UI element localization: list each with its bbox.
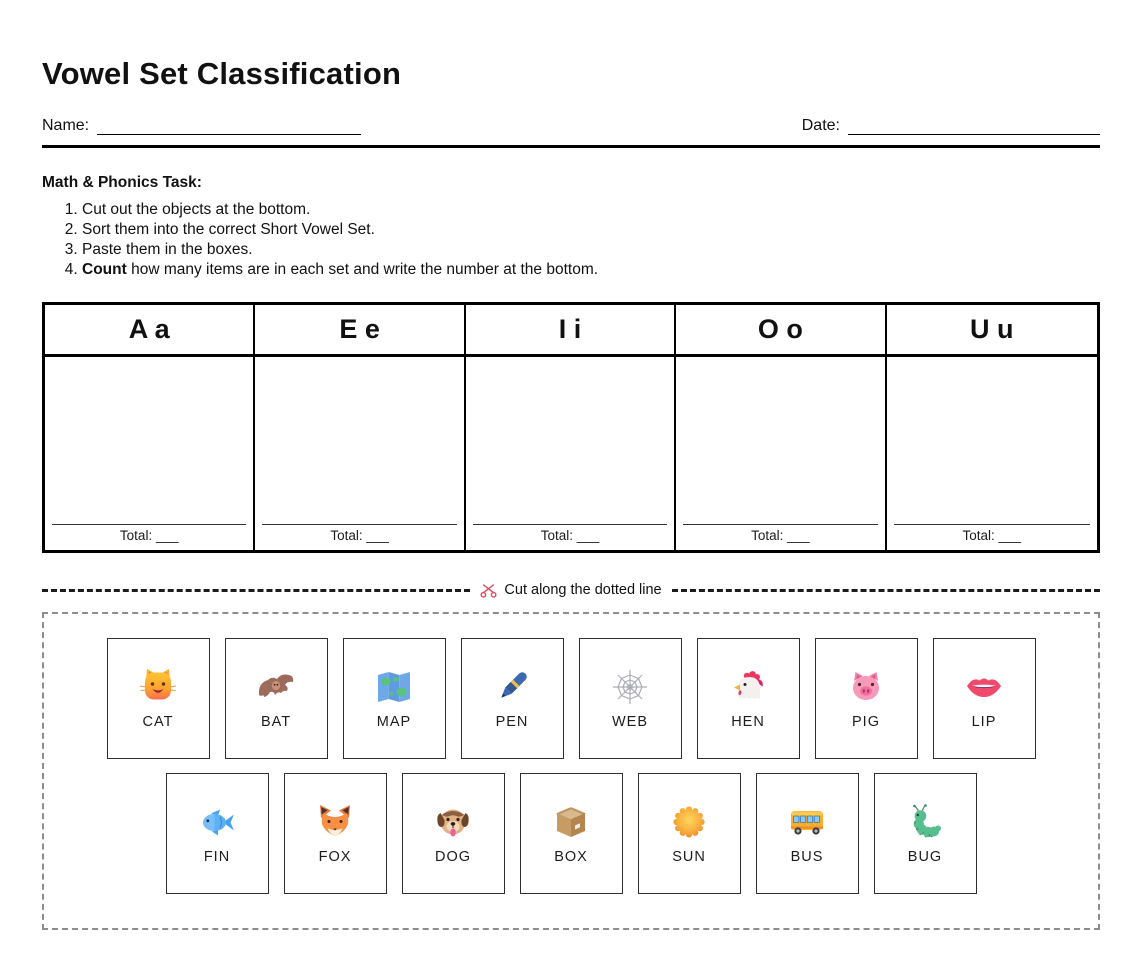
cutout-card-label: BUG (907, 848, 943, 865)
task-step-4: 4. Count how many items are in each set and write the number at the bottom. (82, 261, 1100, 279)
cutout-card-web (579, 638, 682, 759)
vowel-header-a: A a (45, 305, 255, 357)
cutout-card-sun (638, 773, 741, 894)
cutout-card-label: MAP (376, 713, 412, 730)
date-label: Date: (801, 117, 840, 134)
cutout-card-label: FIN (203, 848, 231, 865)
cutout-card-label: HEN (731, 713, 765, 730)
cutout-card-label: PEN (495, 713, 529, 730)
task-step-1: 1. Cut out the objects at the bottom. (82, 201, 1100, 219)
cutout-card-label: DOG (434, 848, 472, 865)
vowel-table (42, 302, 1100, 553)
box-icon (551, 802, 591, 842)
cutout-box (42, 612, 1100, 930)
cutout-card-cat (107, 638, 210, 759)
pig-icon (846, 667, 886, 707)
cutout-card-bus (756, 773, 859, 894)
hen-icon (728, 667, 768, 707)
lip-icon (964, 667, 1004, 707)
pen-icon (492, 667, 532, 707)
web-icon (610, 667, 650, 707)
vowel-header-o: O o (676, 305, 886, 357)
cutout-card-lip (933, 638, 1036, 759)
map-icon (374, 667, 414, 707)
cutout-card-map (343, 638, 446, 759)
page-title: Vowel Set Classification (42, 56, 402, 91)
cutout-card-bat (225, 638, 328, 759)
sun-icon (669, 802, 709, 842)
cutout-card-dog (402, 773, 505, 894)
name-label: Name: (42, 117, 90, 134)
vowel-header-u: U u (887, 305, 1097, 357)
vowel-header-e: E e (255, 305, 465, 357)
cut-dash-left (42, 589, 470, 592)
paste-box-a (45, 357, 255, 550)
dog-icon (433, 802, 473, 842)
bat-icon (256, 667, 296, 707)
paste-box-e (255, 357, 465, 550)
bus-icon (787, 802, 827, 842)
paste-box-o (676, 357, 886, 550)
cutout-card-pig (815, 638, 918, 759)
cutout-card-bug (874, 773, 977, 894)
paste-box-i (466, 357, 676, 550)
total-label: Total: ___ (962, 527, 1022, 543)
date-input-line[interactable] (848, 117, 1100, 135)
cut-line-center (470, 582, 671, 599)
bug-icon (905, 802, 945, 842)
name-field (42, 117, 361, 135)
cutout-row-2 (44, 773, 1098, 894)
fin-icon (197, 802, 237, 842)
cutout-row-1 (44, 638, 1098, 759)
cutout-card-fin (166, 773, 269, 894)
cutout-card-label: CAT (142, 713, 174, 730)
total-label: Total: ___ (540, 527, 600, 543)
cutout-card-label: FOX (318, 848, 352, 865)
vowel-header-i: I i (466, 305, 676, 357)
cut-line-label: Cut along the dotted line (504, 582, 662, 598)
task-steps (42, 201, 1100, 280)
cutout-card-label: BAT (260, 713, 292, 730)
total-label: Total: ___ (751, 527, 810, 543)
task-heading: Math & Phonics Task: (42, 174, 202, 191)
cutout-card-label: PIG (852, 713, 880, 730)
scissors-icon (480, 582, 497, 599)
cutout-card-box (520, 773, 623, 894)
cutout-card-label: SUN (672, 848, 706, 865)
task-step-2: 2. Sort them into the correct Short Vowel Set. (82, 221, 1100, 239)
cutout-card-label: BOX (554, 848, 588, 865)
cutout-card-fox (284, 773, 387, 894)
cut-dash-right (672, 589, 1100, 592)
name-date-row (42, 117, 1100, 135)
cutout-card-label: LIP (971, 713, 997, 730)
total-label: Total: ___ (119, 527, 179, 543)
paste-box-u (887, 357, 1097, 550)
cutout-card-label: BUS (790, 848, 824, 865)
total-label: Total: ___ (330, 527, 389, 543)
task-step-3: 3. Paste them in the boxes. (82, 241, 1100, 259)
header-divider (42, 145, 1100, 148)
cut-line (42, 582, 1100, 599)
cutout-card-pen (461, 638, 564, 759)
fox-icon (315, 802, 355, 842)
cat-icon (138, 667, 178, 707)
cutout-card-hen (697, 638, 800, 759)
name-input-line[interactable] (97, 117, 361, 135)
date-field (802, 117, 1100, 135)
cutout-card-label: WEB (611, 713, 649, 730)
